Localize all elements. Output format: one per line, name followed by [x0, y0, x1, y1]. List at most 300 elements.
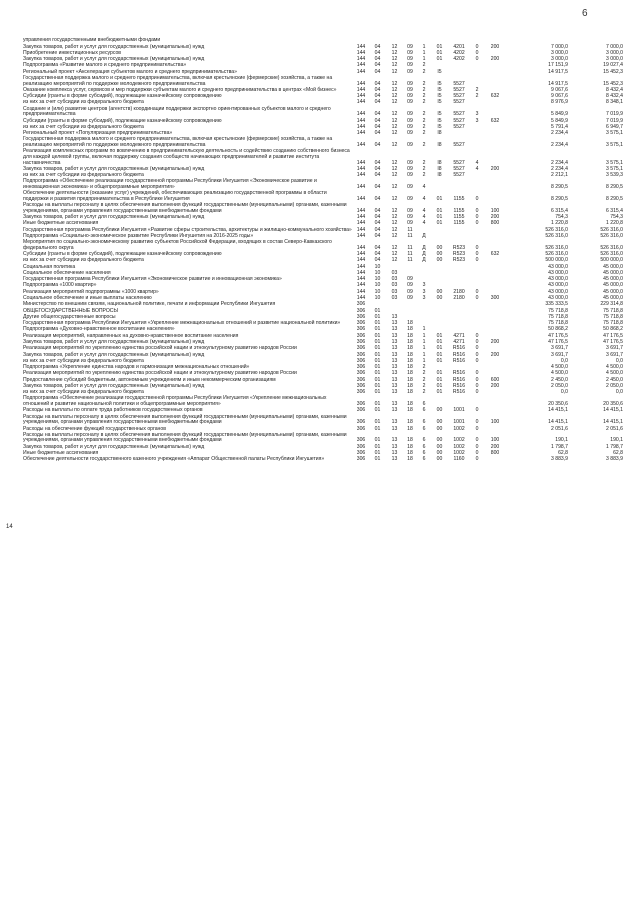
program-code: 09	[407, 68, 413, 75]
table-row	[23, 149, 637, 166]
section-code: 04	[374, 142, 381, 149]
amount-year-1: 526 316,0	[545, 226, 568, 233]
admin-code: 144	[356, 244, 366, 251]
admin-code: 144	[356, 130, 366, 137]
amount-year-1: 190,1	[555, 437, 568, 444]
amount-year-2: 3 575,1	[606, 130, 623, 137]
amount-year-1: 7 000,0	[551, 43, 568, 50]
admin-code: 306	[356, 332, 366, 339]
amount-year-2: 8 290,5	[606, 195, 623, 202]
expense-type-code: 100	[490, 419, 500, 426]
amount-year-1: 17 151,9	[548, 62, 568, 69]
program-code: 09	[407, 111, 413, 118]
amount-year-2: 1 220,8	[606, 220, 623, 227]
subsection-code: 12	[391, 207, 398, 214]
direction-code: 5527	[453, 165, 465, 172]
direction-code: 1155	[453, 195, 465, 202]
direction-code: R516	[452, 376, 466, 383]
subsection-code: 12	[391, 117, 398, 124]
event-code: 00	[436, 437, 443, 444]
program-code: 18	[407, 364, 413, 371]
event-code: 01	[436, 338, 443, 345]
event-code: 00	[436, 419, 443, 426]
subprogram-code: 6	[422, 425, 426, 432]
direction-code: 4271	[453, 338, 465, 345]
event-code: I8	[437, 130, 442, 137]
section-code: 04	[374, 244, 381, 251]
subsection-code: 13	[391, 370, 398, 377]
program-code: 09	[407, 220, 413, 227]
program-code: 09	[407, 99, 413, 106]
event-code: 01	[436, 332, 443, 339]
row-name: Подпрограмма «Укрепление единства народов и гармонизация межнациональных отношений»	[23, 364, 250, 371]
subprogram-code: 2	[422, 86, 426, 93]
program-code: 18	[407, 389, 413, 396]
fund-code: 0	[475, 43, 479, 50]
program-code: 09	[407, 117, 413, 124]
amount-year-1: 14 917,5	[548, 68, 568, 75]
amount-year-1: 3 883,9	[551, 456, 568, 463]
row-name: Субсидии (гранты в форме субсидий), подлежащие казначейскому сопровождению	[23, 117, 222, 124]
subsection-code: 12	[391, 220, 398, 227]
subprogram-code: 6	[422, 443, 426, 450]
amount-year-2: 45 000,0	[603, 263, 623, 270]
amount-year-2: 45 000,0	[603, 269, 623, 276]
event-code: 01	[436, 370, 443, 377]
direction-code: 1002	[453, 437, 465, 444]
admin-code: 144	[356, 68, 366, 75]
amount-year-2: 2 450,0	[606, 376, 623, 383]
subsection-code: 12	[391, 232, 398, 239]
amount-year-2: 15 452,3	[603, 80, 623, 87]
program-code: 09	[407, 288, 413, 295]
fund-code: 0	[475, 456, 479, 463]
direction-code: 2180	[453, 288, 465, 295]
subprogram-code: 4	[422, 207, 426, 214]
section-code: 01	[374, 419, 381, 426]
event-code: 01	[436, 56, 443, 63]
row-name: Социальное обеспечение населения	[23, 269, 111, 276]
admin-code: 306	[356, 326, 366, 333]
subprogram-code: 6	[422, 407, 426, 414]
amount-year-1: 43 000,0	[548, 263, 568, 270]
event-code: 00	[436, 294, 443, 301]
amount-year-1: 3 000,0	[551, 49, 568, 56]
section-code: 04	[374, 232, 381, 239]
row-name: Реализация комплексных программ по вовлечению в предпринимательскую деятельность и содействию созданию собственного бизнеса для каждой целевой группы, включая поддержку создания сообществ начинающих предпринимателей и развитие института наставничества	[23, 148, 350, 166]
event-code: I8	[437, 165, 442, 172]
subprogram-code: 6	[422, 456, 426, 463]
section-code: 04	[374, 226, 381, 233]
program-code: 09	[407, 80, 413, 87]
event-code: 01	[436, 389, 443, 396]
row-name: Государственная программа Республики Ингушетия «Экономическое развитие и инновационная экономика»	[23, 276, 282, 283]
expense-type-code: 632	[490, 117, 500, 124]
subsection-code: 12	[391, 130, 398, 137]
subprogram-code: 4	[422, 183, 426, 190]
subprogram-code: 2	[422, 117, 426, 124]
admin-code: 144	[356, 43, 366, 50]
row-name: Закупка товаров, работ и услуг для государственных (муниципальных) нужд	[23, 56, 205, 63]
amount-year-1: 2 050,0	[551, 382, 568, 389]
amount-year-1: 43 000,0	[548, 276, 568, 283]
event-code: I5	[437, 117, 442, 124]
program-code: 11	[407, 251, 413, 257]
amount-year-2: 3 575,1	[606, 159, 623, 166]
subprogram-code: 2	[422, 389, 426, 396]
fund-code: 0	[475, 244, 479, 251]
subprogram-code: 3	[422, 294, 426, 301]
event-code: 01	[436, 207, 443, 214]
section-code: 04	[374, 68, 381, 75]
subsection-code: 13	[391, 425, 398, 432]
section-code: 04	[374, 214, 381, 220]
fund-code: 0	[475, 214, 479, 220]
section-code: 01	[374, 357, 381, 364]
row-name: Расходы на выплаты персоналу в целях обеспечения выполнения функций государственными (муниципальными) органами, казенными учреждениями, органами управления государственными внебюджетными фондами	[23, 202, 347, 214]
direction-code: 5527	[453, 159, 465, 166]
fund-code: 0	[475, 332, 479, 339]
admin-code: 306	[356, 351, 366, 358]
direction-code: 1155	[453, 220, 465, 227]
amount-year-1: 335 333,5	[545, 301, 568, 308]
subsection-code: 12	[391, 214, 398, 220]
admin-code: 306	[356, 456, 366, 463]
event-code: I5	[437, 123, 442, 130]
section-code: 04	[374, 99, 381, 106]
subprogram-code: Д	[422, 232, 426, 239]
amount-year-1: 526 316,0	[545, 232, 568, 239]
amount-year-1: 8 290,5	[551, 183, 568, 190]
amount-year-2: 3 691,7	[606, 351, 623, 358]
amount-year-2: 3 883,9	[606, 456, 623, 463]
amount-year-1: 47 176,5	[548, 332, 568, 339]
section-code: 04	[374, 43, 381, 50]
subsection-code: 13	[391, 456, 398, 463]
fund-code: 0	[475, 376, 479, 383]
event-code: I5	[437, 99, 442, 106]
amount-year-1: 43 000,0	[548, 269, 568, 276]
amount-year-2: 14 415,1	[603, 419, 623, 426]
subprogram-code: 2	[422, 111, 426, 118]
section-code: 04	[374, 56, 381, 63]
row-name: Закупка товаров, работ и услуг для государственных (муниципальных) нужд	[23, 338, 205, 345]
event-code: I5	[437, 93, 442, 100]
direction-code: R516	[452, 382, 466, 389]
direction-code: 5527	[453, 99, 465, 106]
row-name: Создание и (или) развитие центров (агентств) координации поддержки экспортно ориентированных субъектов малого и среднего предпринимательства	[23, 105, 331, 118]
subprogram-code: 4	[422, 195, 426, 202]
section-code: 04	[374, 49, 381, 56]
admin-code: 144	[356, 165, 366, 172]
amount-year-1: 43 000,0	[548, 294, 568, 301]
admin-code: 144	[356, 232, 366, 239]
direction-code: R523	[452, 244, 466, 251]
table-row	[23, 240, 637, 252]
row-name: Социальная политика	[23, 263, 76, 270]
subprogram-code: 1	[422, 43, 426, 50]
section-code: 01	[374, 443, 381, 450]
subsection-code: 13	[391, 419, 398, 426]
fund-code: 0	[475, 220, 479, 227]
subprogram-code: 2	[422, 80, 426, 87]
section-code: 04	[374, 172, 381, 179]
subprogram-code: 1	[422, 49, 426, 56]
program-code: 09	[407, 86, 413, 93]
event-code: 01	[436, 214, 443, 220]
amount-year-2: 50 868,2	[603, 326, 623, 333]
event-code: 01	[436, 376, 443, 383]
amount-year-2: 45 000,0	[603, 276, 623, 283]
subprogram-code: 2	[422, 142, 426, 149]
subsection-code: 03	[391, 269, 398, 276]
page-number: 6	[582, 8, 588, 19]
amount-year-1: 8 290,5	[551, 195, 568, 202]
subsection-code: 03	[391, 276, 398, 283]
subprogram-code: 2	[422, 364, 426, 371]
admin-code: 144	[356, 263, 366, 270]
amount-year-1: 43 000,0	[548, 288, 568, 295]
section-code: 04	[374, 93, 381, 100]
subprogram-code: 3	[422, 288, 426, 295]
amount-year-2: 0,0	[615, 357, 623, 364]
fund-code: 0	[475, 419, 479, 426]
row-name: Региональный проект «Популяризация предпринимательства»	[23, 130, 173, 137]
admin-code: 144	[356, 294, 366, 301]
row-name: Расходы на обеспечение функций государственных органов	[23, 425, 166, 432]
program-code: 18	[407, 320, 413, 327]
direction-code: R516	[452, 345, 466, 352]
row-name: Субсидии (гранты в форме субсидий), подлежащие казначейскому сопровождению	[23, 251, 222, 257]
subsection-code: 12	[391, 195, 398, 202]
amount-year-1: 2 234,4	[551, 130, 568, 137]
subprogram-code: 2	[422, 68, 426, 75]
row-name: из них за счет субсидии из федерального бюджета	[23, 357, 144, 364]
subsection-code: 12	[391, 123, 398, 130]
direction-code: 5527	[453, 86, 465, 93]
admin-code: 144	[356, 276, 366, 283]
fund-code: 0	[475, 338, 479, 345]
subsection-code: 12	[391, 93, 398, 100]
event-code: 00	[436, 425, 443, 432]
subprogram-code: Д	[422, 244, 426, 251]
amount-year-1: 4 500,0	[551, 370, 568, 377]
subsection-code: 13	[391, 443, 398, 450]
admin-code: 144	[356, 93, 366, 100]
subsection-code: 13	[391, 351, 398, 358]
program-code: 18	[407, 401, 413, 408]
program-code: 09	[407, 49, 413, 56]
amount-year-1: 20 350,6	[548, 401, 568, 408]
admin-code: 306	[356, 443, 366, 450]
subprogram-code: 1	[422, 326, 426, 333]
amount-year-1: 5 791,4	[551, 123, 568, 130]
event-code: 00	[436, 251, 443, 257]
direction-code: R516	[452, 370, 466, 377]
subsection-code: 12	[391, 62, 398, 69]
row-name: Подпрограмма «Развитие малого и среднего предпринимательства»	[23, 62, 187, 69]
event-code: 00	[436, 407, 443, 414]
row-name: Закупка товаров, работ и услуг для государственных (муниципальных) нужд	[23, 43, 205, 50]
subsection-code: 12	[391, 56, 398, 63]
admin-code: 144	[356, 220, 366, 227]
amount-year-2: 526 316,0	[600, 232, 623, 239]
subsection-code: 12	[391, 257, 398, 264]
program-code: 09	[407, 207, 413, 214]
table-row	[23, 215, 637, 221]
amount-year-2: 7 000,0	[606, 43, 623, 50]
section-code: 10	[374, 294, 381, 301]
section-code: 04	[374, 130, 381, 137]
subprogram-code: 1	[422, 357, 426, 364]
section-code: 10	[374, 276, 381, 283]
program-code: 09	[407, 276, 413, 283]
program-code: 11	[407, 257, 413, 264]
table-row	[23, 396, 637, 408]
admin-code: 144	[356, 123, 366, 130]
amount-year-2: 8 290,5	[606, 183, 623, 190]
admin-code: 144	[356, 269, 366, 276]
direction-code: R523	[452, 251, 466, 257]
row-name: Реализация мероприятий подпрограммы «1000 квартир»	[23, 288, 159, 295]
subsection-code: 12	[391, 251, 398, 257]
expense-type-code: 100	[490, 437, 500, 444]
fund-code: 2	[475, 86, 479, 93]
subprogram-code: 2	[422, 123, 426, 130]
subsection-code: 13	[391, 389, 398, 396]
subprogram-code: 2	[422, 376, 426, 383]
subsection-code: 12	[391, 80, 398, 87]
fund-code: 0	[475, 449, 479, 456]
section-code: 01	[374, 345, 381, 352]
amount-year-1: 0,0	[560, 357, 568, 364]
event-code: 01	[436, 357, 443, 364]
fund-code: 0	[475, 345, 479, 352]
amount-year-2: 19 027,4	[603, 62, 623, 69]
fund-code: 0	[475, 351, 479, 358]
fund-code: 3	[475, 117, 479, 124]
amount-year-1: 14 415,1	[548, 419, 568, 426]
admin-code: 144	[356, 111, 366, 118]
amount-year-1: 754,3	[555, 214, 568, 220]
subprogram-code: 6	[422, 401, 426, 408]
subprogram-code: 4	[422, 214, 426, 220]
subsection-code: 13	[391, 401, 398, 408]
program-code: 18	[407, 351, 413, 358]
fund-code: 0	[475, 357, 479, 364]
row-name: Приобретение инвестиционных ресурсов	[23, 49, 121, 56]
admin-code: 144	[356, 86, 366, 93]
fund-code: 0	[475, 425, 479, 432]
subprogram-code: 2	[422, 62, 426, 69]
fund-code: 0	[475, 288, 479, 295]
section-code: 04	[374, 117, 381, 124]
event-code: 01	[436, 43, 443, 50]
section-code: 01	[374, 307, 381, 314]
fund-code: 0	[475, 443, 479, 450]
subsection-code: 13	[391, 376, 398, 383]
section-code: 04	[374, 123, 381, 130]
expense-type-code: 200	[490, 43, 500, 50]
amount-year-1: 62,8	[558, 449, 568, 456]
program-code: 11	[407, 244, 413, 251]
program-code: 09	[407, 142, 413, 149]
expense-type-code: 800	[490, 449, 500, 456]
amount-year-2: 45 000,0	[603, 294, 623, 301]
admin-code: 306	[356, 357, 366, 364]
amount-year-2: 500 000,0	[600, 257, 623, 264]
admin-code: 306	[356, 449, 366, 456]
event-code: I8	[437, 159, 442, 166]
subsection-code: 13	[391, 407, 398, 414]
section-code: 10	[374, 263, 381, 270]
table-row	[23, 258, 637, 264]
section-code: 04	[374, 207, 381, 214]
section-code: 01	[374, 364, 381, 371]
amount-year-2: 75 718,8	[603, 307, 623, 314]
expense-type-code: 200	[490, 214, 500, 220]
admin-code: 306	[356, 370, 366, 377]
row-name: из них за счет субсидии из федерального бюджета	[23, 172, 144, 179]
program-code: 18	[407, 456, 413, 463]
direction-code: 4202	[453, 56, 465, 63]
expense-type-code: 200	[490, 338, 500, 345]
program-code: 18	[407, 332, 413, 339]
amount-year-1: 526 316,0	[545, 251, 568, 257]
program-code: 09	[407, 195, 413, 202]
amount-year-1: 50 868,2	[548, 326, 568, 333]
fund-code: 0	[475, 407, 479, 414]
amount-year-1: 2 450,0	[551, 376, 568, 383]
program-code: 09	[407, 214, 413, 220]
admin-code: 306	[356, 320, 366, 327]
subsection-code: 12	[391, 172, 398, 179]
amount-year-1: 75 718,8	[548, 307, 568, 314]
row-name: Государственная поддержка малого и среднего предпринимательства, включая крестьянские (фермерские) хозяйства, а также на реализацию мероприятий по поддержке молодежного предпринимательства	[23, 75, 333, 87]
amount-year-1: 2 234,4	[551, 159, 568, 166]
section-code: 01	[374, 351, 381, 358]
amount-year-2: 8 432,4	[606, 86, 623, 93]
table-row	[23, 76, 637, 88]
amount-year-1: 8 976,9	[551, 99, 568, 106]
direction-code: 2180	[453, 294, 465, 301]
program-code: 11	[407, 226, 413, 233]
subsection-code: 13	[391, 382, 398, 389]
section-code: 04	[374, 159, 381, 166]
program-code: 18	[407, 370, 413, 377]
amount-year-1: 9 067,6	[551, 86, 568, 93]
direction-code: 5527	[453, 80, 465, 87]
section-code: 04	[374, 111, 381, 118]
fund-code: 0	[475, 389, 479, 396]
row-name: Государственная программа Республики Ингушетия «Укрепление межнациональных отношений и развитие национальной политики»	[23, 320, 341, 327]
amount-year-1: 2 234,4	[551, 142, 568, 149]
program-code: 18	[407, 425, 413, 432]
row-name: Расходы на выплаты персоналу в целях обеспечения выполнения функций государственными (муниципальными) органами, казенными учреждениями, органами управления государственными внебюджетными фондами	[23, 413, 347, 426]
amount-year-1: 4 500,0	[551, 364, 568, 371]
subprogram-code: 2	[422, 382, 426, 389]
amount-year-2: 3 691,7	[606, 345, 623, 352]
admin-code: 144	[356, 142, 366, 149]
admin-code: 144	[356, 172, 366, 179]
amount-year-2: 8 348,1	[606, 99, 623, 106]
amount-year-2: 754,3	[610, 214, 623, 220]
direction-code: 1002	[453, 425, 465, 432]
amount-year-2: 6 949,7	[606, 123, 623, 130]
row-name: ОБЩЕГОСУДАРСТВЕННЫЕ ВОПРОСЫ	[23, 307, 118, 314]
subsection-code: 12	[391, 226, 398, 233]
subprogram-code: 1	[422, 351, 426, 358]
